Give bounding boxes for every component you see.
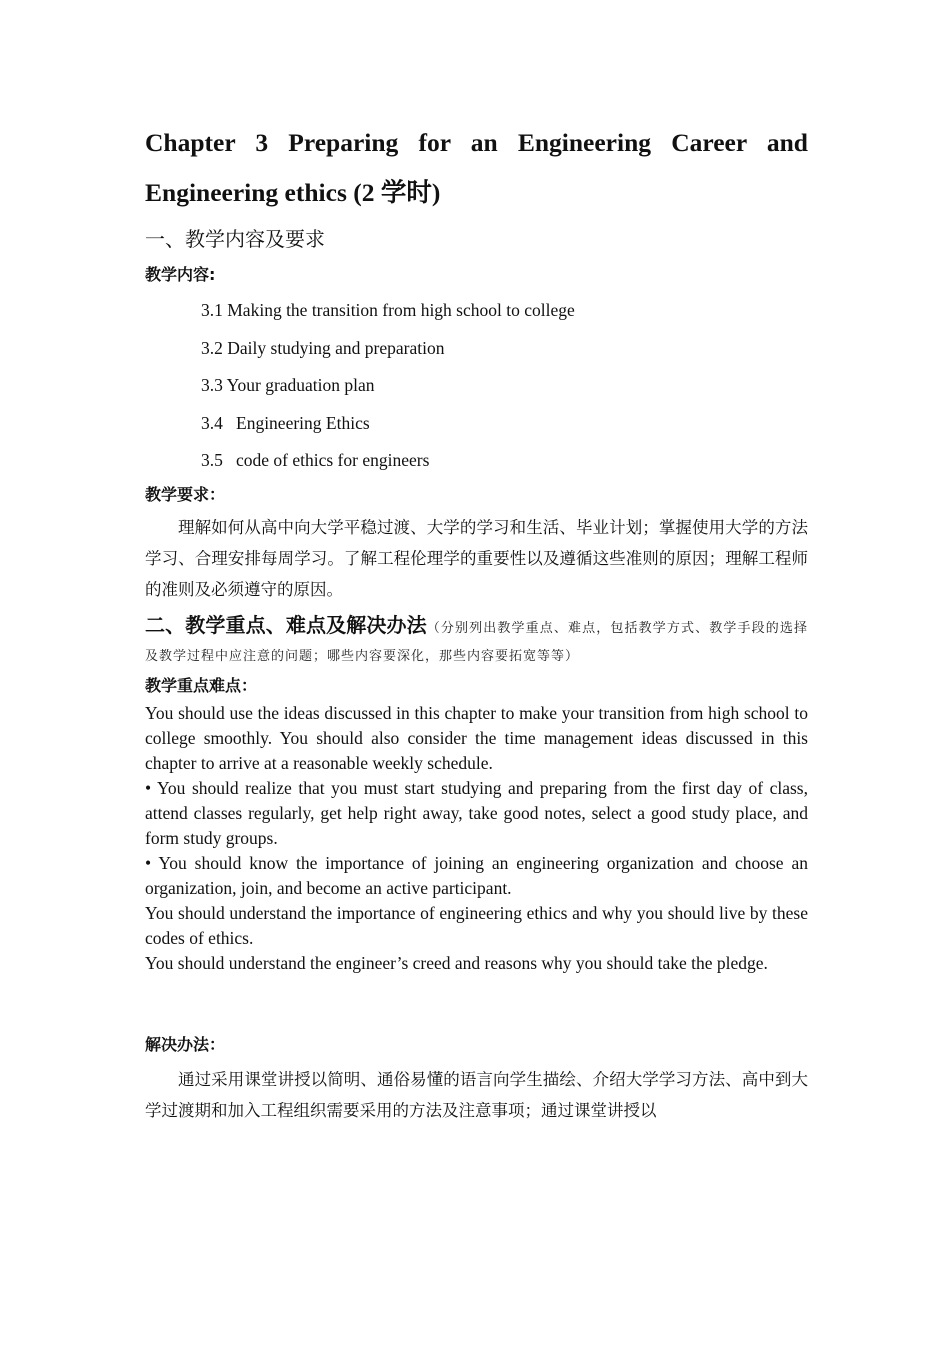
key-paragraph: • You should know the importance of joining an engineering organization and choose an organization, join, and become an active participant. bbox=[145, 852, 808, 898]
chapter-title-line-2: Engineering ethics (2 学时) bbox=[145, 178, 441, 207]
key-points-body bbox=[145, 701, 808, 976]
key-paragraph: You should understand the engineer’s creed and reasons why you should take the pledge. bbox=[145, 952, 768, 973]
key-points-label: 教学重点难点： bbox=[145, 675, 258, 695]
solution-label: 解决办法： bbox=[145, 1034, 226, 1054]
key-paragraph: • You should realize that you must start studying and preparing from the first day of class, attend classes regularly, get help right away, take good notes, select a good study place, and form study groups. bbox=[145, 777, 808, 848]
content-item-3-4: 3.4 Engineering Ethics bbox=[201, 412, 370, 433]
requirements-label: 教学要求： bbox=[145, 484, 226, 504]
spacer bbox=[145, 976, 808, 1030]
document-page bbox=[145, 118, 808, 1126]
section-1-heading: 一、教学内容及要求 bbox=[145, 227, 325, 251]
solution-text: 通过采用课堂讲授以简明、通俗易懂的语言向学生描绘、介绍大学学习方法、高中到大学过渡期和加入工程组织需要采用的方法及注意事项；通过课堂讲授以 bbox=[145, 1069, 808, 1120]
content-item-3-3: 3.3 Your graduation plan bbox=[201, 375, 375, 395]
content-list bbox=[145, 292, 808, 480]
key-paragraph: You should understand the importance of engineering ethics and why you should live by these codes of ethics. bbox=[145, 902, 808, 948]
chapter-title-line-1: Chapter 3 Preparing for an Engineering Career and bbox=[145, 128, 808, 157]
section-2-heading-block bbox=[145, 611, 808, 671]
content-item-3-5: 3.5 code of ethics for engineers bbox=[201, 450, 430, 470]
section-2-heading-note: （分别列出教学重点、难点，包括教学方式、教学手段的选择及教学过程中应注意的问题；哪些内容要深化，那些内容要拓宽等等） bbox=[145, 620, 808, 664]
section-2-heading: 二、教学重点、难点及解决办法 bbox=[145, 612, 427, 637]
content-item-3-2: 3.2 Daily studying and preparation bbox=[201, 337, 445, 358]
requirements-text: 理解如何从高中向大学平稳过渡、大学的学习和生活、毕业计划；掌握使用大学的方法学习、合理安排每周学习。了解工程伦理学的重要性以及遵循这些准则的原因；理解工程师的准则及必须遵守的原因。 bbox=[145, 517, 808, 599]
content-item-3-1: 3.1 Making the transition from high school to college bbox=[201, 300, 575, 320]
key-paragraph: You should use the ideas discussed in this chapter to make your transition from high school to college smoothly. You should also consider the time management ideas discussed in this chapter to arrive at a reasonable weekly schedule. bbox=[145, 702, 808, 773]
content-label: 教学内容: bbox=[145, 265, 216, 284]
